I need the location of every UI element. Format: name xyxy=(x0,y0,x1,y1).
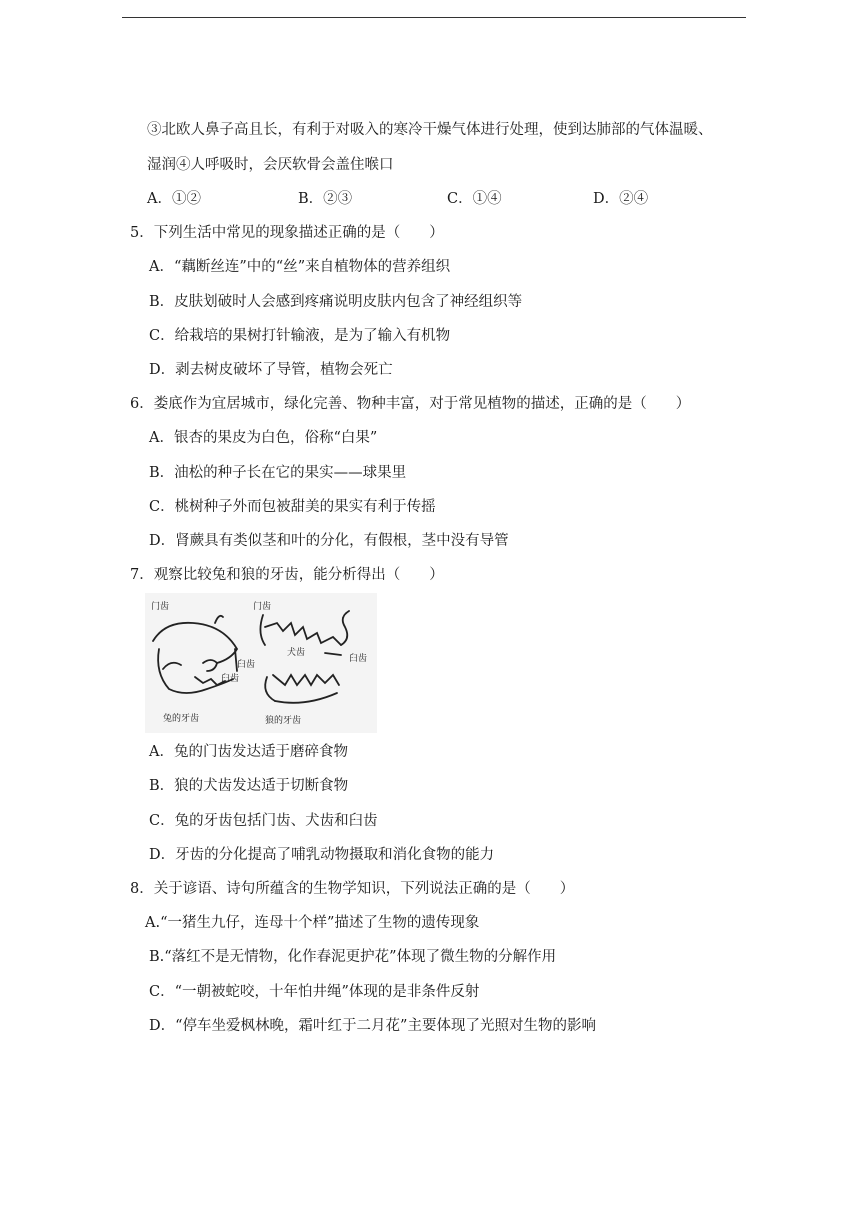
question-6-option-c: C．桃树种子外而包被甜美的果实有利于传摇 xyxy=(149,499,436,515)
figure-label-rabbit-incisor: 门齿 xyxy=(151,602,170,612)
question-7-option-b: B．狼的犬齿发达适于切断食物 xyxy=(149,778,349,794)
figure-caption-wolf: 狼的牙齿 xyxy=(265,716,302,726)
question-5-option-d: D．剥去树皮破坏了导管，植物会死亡 xyxy=(149,362,393,378)
continuation-line-2: 湿润④人呼吸时，会厌软骨会盖住喉口 xyxy=(147,157,394,173)
question-7-stem: 7．观察比较兔和狼的牙齿，能分析得出（ ） xyxy=(130,567,444,583)
figure-label-wolf-canine: 犬齿 xyxy=(287,648,306,658)
question-5-option-a: A．“藕断丝连”中的“丝”来自植物体的营养组织 xyxy=(149,259,451,275)
question-6-option-a: A．银杏的果皮为白色，俗称“白果” xyxy=(149,430,378,446)
figure-caption-rabbit: 兔的牙齿 xyxy=(163,714,200,724)
question-5-option-b: B．皮肤划破时人会感到疼痛说明皮肤内包含了神经组织等 xyxy=(149,294,523,310)
question-5-option-c: C．给栽培的果树打针输液，是为了输入有机物 xyxy=(149,328,451,344)
question-6-option-d: D．肾蕨具有类似茎和叶的分化，有假根，茎中没有导管 xyxy=(149,533,509,549)
question-7-option-d: D．牙齿的分化提高了哺乳动物摄取和消化食物的能力 xyxy=(149,847,495,863)
option-d: D．②④ xyxy=(593,191,649,207)
question-6-stem: 6．娄底作为宜居城市，绿化完善、物种丰富，对于常见植物的描述，正确的是（ ） xyxy=(130,396,691,412)
option-c: C．①④ xyxy=(447,191,502,207)
question-8-option-a: A.“一猪生九仔，连母十个样”描述了生物的遗传现象 xyxy=(145,915,480,931)
question-7-option-a: A．兔的门齿发达适于磨碎食物 xyxy=(149,744,348,760)
continuation-line-1: ③北欧人鼻子高且长，有利于对吸入的寒冷干燥气体进行处理，使到达肺部的气体温暖、 xyxy=(147,122,713,138)
question-8-option-b: B.“落红不是无情物，化作春泥更护花”体现了微生物的分解作用 xyxy=(149,949,557,965)
option-a: A．①② xyxy=(147,191,201,207)
question-8-stem: 8．关于谚语、诗句所蕴含的生物学知识，下列说法正确的是（ ） xyxy=(130,881,575,897)
figure-label-wolf-molar: 臼齿 xyxy=(349,654,368,664)
question-8-option-d: D．“停车坐爱枫林晚，霜叶红于二月花”主要体现了光照对生物的影响 xyxy=(149,1018,596,1034)
question-5-stem: 5．下列生活中常见的现象描述正确的是（ ） xyxy=(130,225,444,241)
figure-label-wolf-incisor: 门齿 xyxy=(253,602,272,612)
header-rule xyxy=(122,17,746,18)
figure-label-wolf-molar-lower: 臼齿 xyxy=(237,660,256,670)
question-6-option-b: B．油松的种子长在它的果实——球果里 xyxy=(149,465,407,481)
option-b: B．②③ xyxy=(298,191,353,207)
figure-label-rabbit-molar: 臼齿 xyxy=(221,674,240,684)
teeth-figure xyxy=(145,593,377,733)
question-7-option-c: C．兔的牙齿包括门齿、犬齿和臼齿 xyxy=(149,813,378,829)
question-8-option-c: C．“一朝被蛇咬，十年怕井绳”体现的是非条件反射 xyxy=(149,984,480,1000)
